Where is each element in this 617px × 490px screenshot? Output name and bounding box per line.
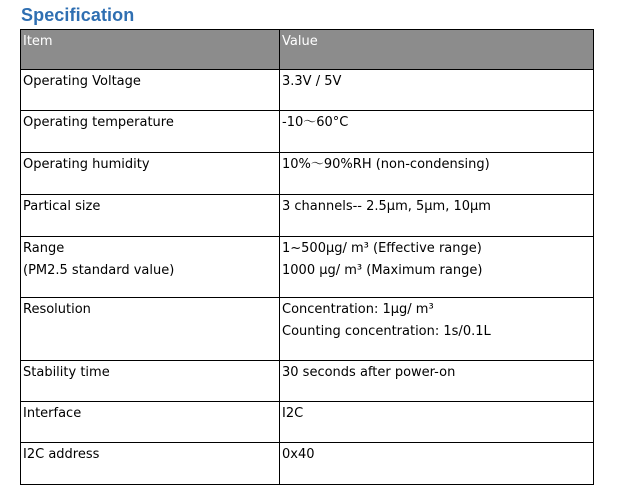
table-row bbox=[21, 237, 594, 298]
item-text: Range bbox=[23, 241, 65, 256]
table-cell-item bbox=[21, 361, 280, 402]
value-text: 3.3V / 5V bbox=[282, 74, 342, 89]
table-cell-item bbox=[21, 111, 280, 153]
value-text: Counting concentration: 1s/0.1L bbox=[282, 324, 491, 339]
table-header-row bbox=[21, 30, 594, 70]
table-cell-item bbox=[21, 70, 280, 111]
value-text: 30 seconds after power-on bbox=[282, 365, 456, 380]
table-cell-value bbox=[280, 195, 594, 237]
table-cell-item bbox=[21, 443, 280, 485]
table-cell-value bbox=[280, 443, 594, 485]
table-cell-value bbox=[280, 153, 594, 195]
table-row bbox=[21, 70, 594, 111]
page-title: Specification bbox=[21, 5, 135, 25]
table-row bbox=[21, 298, 594, 361]
table-row bbox=[21, 402, 594, 443]
item-text: Stability time bbox=[23, 365, 110, 380]
item-text: Operating Voltage bbox=[23, 74, 141, 89]
value-text: 1~500μg/ m³ (Effective range) bbox=[282, 241, 482, 256]
table-cell-item bbox=[21, 195, 280, 237]
table-cell-value bbox=[280, 70, 594, 111]
item-text: Operating temperature bbox=[23, 115, 174, 130]
value-text: Concentration: 1μg/ m³ bbox=[282, 302, 434, 317]
value-text: 3 channels-- 2.5μm, 5μm, 10μm bbox=[282, 199, 491, 214]
table-row bbox=[21, 361, 594, 402]
specification-table bbox=[20, 29, 594, 485]
table-cell-value bbox=[280, 298, 594, 361]
header-value: Value bbox=[280, 30, 594, 70]
item-text: Operating humidity bbox=[23, 157, 150, 172]
value-text: 0x40 bbox=[282, 447, 315, 462]
item-text: Interface bbox=[23, 406, 82, 421]
table-cell-item bbox=[21, 402, 280, 443]
item-text: (PM2.5 standard value) bbox=[23, 263, 175, 278]
table-cell-item bbox=[21, 153, 280, 195]
value-text: 1000 μg/ m³ (Maximum range) bbox=[282, 263, 483, 278]
table-row bbox=[21, 195, 594, 237]
table-cell-value bbox=[280, 111, 594, 153]
header-item: Item bbox=[21, 30, 280, 70]
table-cell-value bbox=[280, 361, 594, 402]
table-cell-item bbox=[21, 237, 280, 298]
item-text: I2C address bbox=[23, 447, 100, 462]
table-cell-value bbox=[280, 237, 594, 298]
item-text: Partical size bbox=[23, 199, 101, 214]
value-text: I2C bbox=[282, 406, 304, 421]
item-text: Resolution bbox=[23, 302, 91, 317]
table-row bbox=[21, 443, 594, 485]
value-text: -10～60°C bbox=[282, 115, 349, 130]
value-text: 10%～90%RH (non-condensing) bbox=[282, 157, 490, 172]
table-cell-value bbox=[280, 402, 594, 443]
table-row bbox=[21, 111, 594, 153]
table-row bbox=[21, 153, 594, 195]
table-cell-item bbox=[21, 298, 280, 361]
